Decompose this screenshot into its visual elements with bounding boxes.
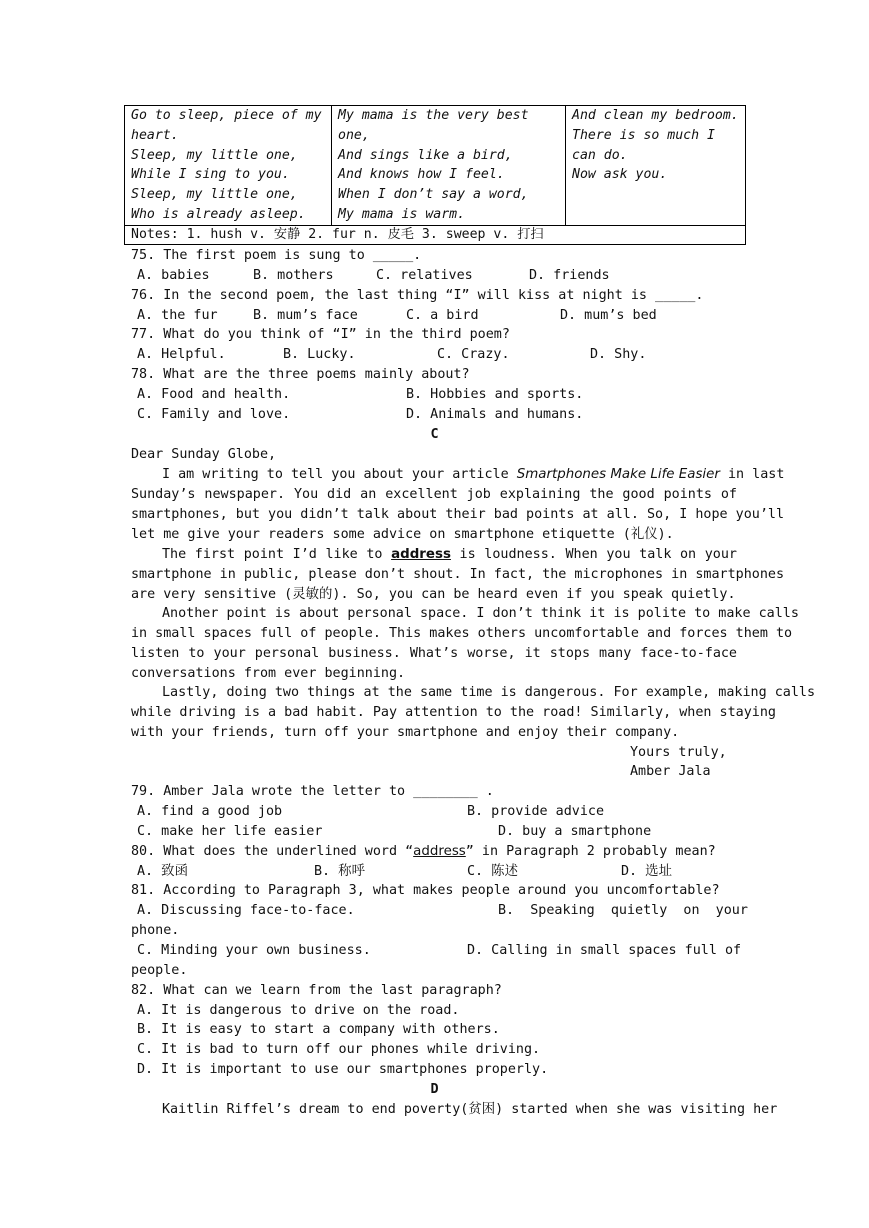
q81-option-c[interactable]: C. Minding your own business.: [137, 943, 371, 958]
poem-line: Now ask you.: [572, 167, 668, 183]
paragraph-line: [131, 545, 737, 565]
q76-option-d[interactable]: D. mum’s bed: [560, 308, 657, 323]
q82-option-b[interactable]: B. It is easy to start a company with others.: [137, 1022, 500, 1037]
q77-option-b[interactable]: B. Lucky.: [283, 347, 356, 362]
poem-line: Go to sleep, piece of my heart.: [131, 108, 330, 143]
q82-option-d[interactable]: D. It is important to use our smartphones properly.: [137, 1062, 549, 1077]
paragraph-line: while driving is a bad habit. Pay attention to the road! Similarly, when staying: [131, 705, 776, 720]
q76-stem: 76. In the second poem, the last thing “I” will kiss at night is _____.: [131, 288, 704, 303]
letter-greeting: Dear Sunday Globe,: [131, 447, 277, 462]
paragraph-line: Sunday’s newspaper. You did an excellent job explaining the good points of: [131, 487, 737, 502]
paragraph-line: in small spaces full of people. This makes others uncomfortable and forces them to: [131, 626, 793, 641]
poem-line: Sleep, my little one,: [131, 147, 298, 163]
paragraph-line: Another point is about personal space. I don’t think it is polite to make calls: [162, 606, 799, 621]
poem-line: Who is already asleep.: [131, 206, 306, 222]
q75-option-a[interactable]: A. babies: [137, 268, 210, 283]
poem-line: While I sing to you.: [131, 167, 290, 183]
q78-option-d[interactable]: D. Animals and humans.: [406, 407, 584, 422]
q81-stem: 81. According to Paragraph 3, what makes people around you uncomfortable?: [131, 883, 720, 898]
poem-1-cell: [125, 106, 332, 226]
paragraph-line: are very sensitive (灵敏的). So, you can be heard even if you speak quietly.: [131, 587, 736, 602]
q75-stem: 75. The first poem is sung to _____.: [131, 248, 422, 263]
q78-stem: 78. What are the three poems mainly about?: [131, 367, 470, 382]
q79-option-a[interactable]: A. find a good job: [137, 804, 283, 819]
q79-option-d[interactable]: D. buy a smartphone: [498, 824, 652, 839]
section-d-intro: Kaitlin Riffel’s dream to end poverty(贫困) started when she was visiting her: [162, 1102, 778, 1117]
q75-option-d[interactable]: D. friends: [529, 268, 610, 283]
q79-stem: 79. Amber Jala wrote the letter to ________ .: [131, 784, 494, 799]
text-span: in last: [719, 467, 785, 482]
q80-option-a[interactable]: A. 致函: [137, 864, 188, 879]
text-span: I am writing to tell you about your article: [162, 467, 517, 482]
section-c-heading: C: [430, 427, 439, 442]
letter-paragraph-1: [131, 465, 785, 545]
poem-line: And clean my bedroom.: [572, 108, 739, 123]
poem-line: And knows how I feel.: [338, 167, 505, 183]
poem-line: My mama is the very best one,: [338, 108, 537, 143]
q78-option-b[interactable]: B. Hobbies and sports.: [406, 387, 584, 402]
letter-paragraph-4: [131, 683, 816, 743]
q80-option-b[interactable]: B. 称呼: [314, 864, 365, 879]
poem-line: And sings like a bird,: [338, 147, 513, 163]
q78-option-c[interactable]: C. Family and love.: [137, 407, 291, 422]
q75-option-b[interactable]: B. mothers: [253, 268, 334, 283]
letter-paragraph-3: [131, 604, 799, 684]
paragraph-line: with your friends, turn off your smartphone and enjoy their company.: [131, 725, 680, 740]
q77-option-c[interactable]: C. Crazy.: [437, 347, 510, 362]
text-span: ” in Paragraph 2 probably mean?: [465, 844, 716, 859]
q80-option-d[interactable]: D. 选址: [621, 864, 672, 879]
text-span: The first point I’d like to: [162, 547, 392, 562]
q82-stem: 82. What can we learn from the last paragraph?: [131, 983, 502, 998]
q75-option-c[interactable]: C. relatives: [376, 268, 473, 283]
q78-option-a[interactable]: A. Food and health.: [137, 387, 291, 402]
q81-option-d-continued: people.: [131, 963, 188, 978]
q82-option-c[interactable]: C. It is bad to turn off our phones while driving.: [137, 1042, 541, 1057]
q76-option-c[interactable]: C. a bird: [406, 308, 479, 323]
q80-stem: [131, 842, 716, 862]
poem-notes: Notes: 1. hush v. 安静 2. fur n. 皮毛 3. sweep v. 打扫: [125, 225, 746, 244]
poem-line: When I don’t say a word,: [338, 187, 529, 203]
q79-option-c[interactable]: C. make her life easier: [137, 824, 323, 839]
paragraph-line: smartphone in public, please don’t shout. In fact, the microphones in smartphones: [131, 567, 785, 582]
underlined-word-address: address: [391, 547, 451, 562]
q80-option-c[interactable]: C. 陈述: [467, 864, 518, 879]
q81-option-b[interactable]: B. Speaking quietly on your: [498, 903, 748, 918]
q77-option-d[interactable]: D. Shy.: [590, 347, 647, 362]
q76-option-b[interactable]: B. mum’s face: [253, 308, 358, 323]
q79-option-b[interactable]: B. provide advice: [467, 804, 605, 819]
q77-stem: 77. What do you think of “I” in the third poem?: [131, 327, 510, 342]
text-span: is loudness. When you talk on your: [450, 547, 737, 562]
paragraph-line: smartphones, but you didn’t talk about their bad points at all. So, I hope you’ll: [131, 507, 785, 522]
text-span: 80. What does the underlined word “: [131, 844, 414, 859]
q81-option-d[interactable]: D. Calling in small spaces full of: [467, 943, 742, 958]
q81-option-b-continued: phone.: [131, 923, 180, 938]
paragraph-line: Lastly, doing two things at the same time is dangerous. For example, making calls: [162, 685, 816, 700]
poem-line: My mama is warm.: [338, 206, 466, 222]
q77-option-a[interactable]: A. Helpful.: [137, 347, 226, 362]
q81-option-a[interactable]: A. Discussing face-to-face.: [137, 903, 355, 918]
section-d-heading: D: [430, 1082, 439, 1097]
paragraph-line: [131, 465, 785, 485]
letter-signature: Amber Jala: [630, 764, 711, 779]
poem-line: There is so much I can do.: [572, 127, 723, 163]
paragraph-line: conversations from ever beginning.: [131, 666, 406, 681]
poem-line: Sleep, my little one,: [131, 187, 298, 203]
letter-closing: Yours truly,: [630, 745, 727, 760]
poems-table: [124, 105, 746, 245]
paragraph-line: listen to your personal business. What’s worse, it stops many face-to-face: [131, 646, 737, 661]
q82-option-a[interactable]: A. It is dangerous to drive on the road.: [137, 1003, 460, 1018]
article-title: Smartphones Make Life Easier: [516, 467, 720, 482]
q76-option-a[interactable]: A. the fur: [137, 308, 218, 323]
letter-paragraph-2: [131, 545, 785, 605]
underlined-word: address: [413, 844, 466, 859]
poem-2-cell: [332, 106, 566, 226]
poem-3-cell: [566, 106, 746, 226]
paragraph-line: let me give your readers some advice on smartphone etiquette (礼仪).: [131, 527, 674, 542]
